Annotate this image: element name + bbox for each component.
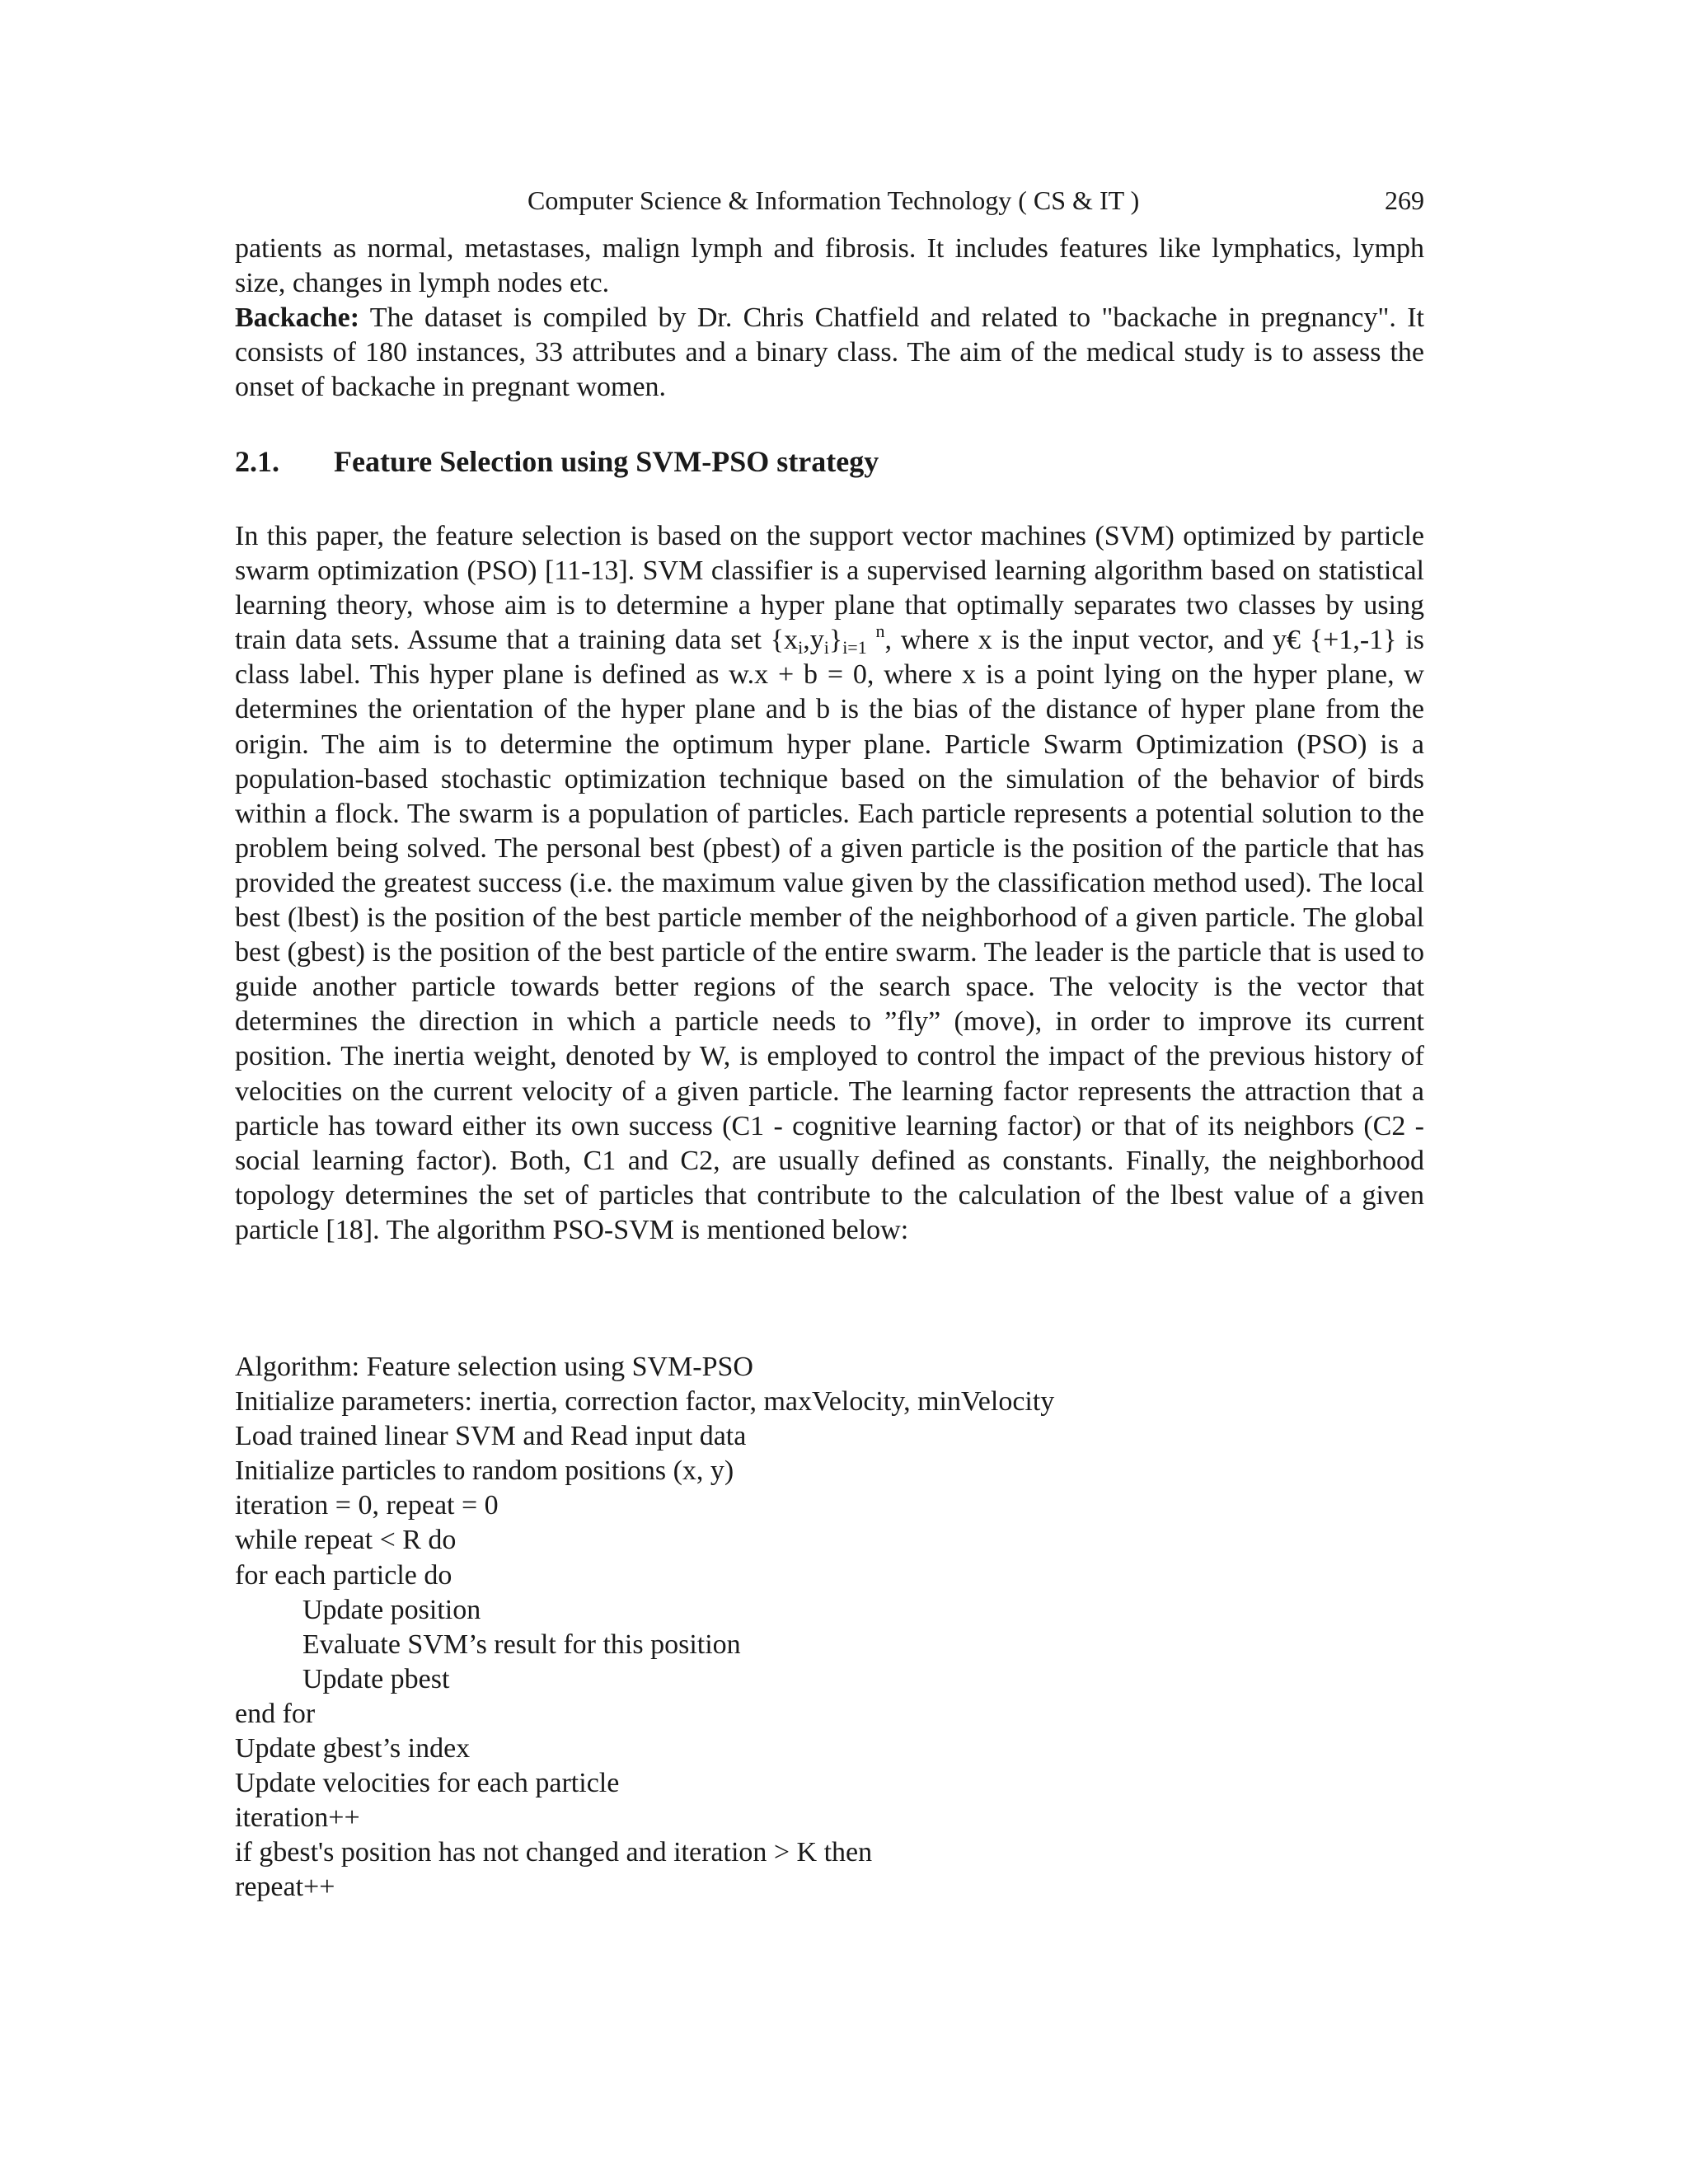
algorithm-line: Update velocities for each particle [235, 1768, 620, 1799]
algorithm-line: while repeat < R do [235, 1525, 457, 1556]
algorithm-line-indented: Evaluate SVM’s result for this position [302, 1629, 741, 1660]
backache-text: The dataset is compiled by Dr. Chris Chatfield and related to "backache in pregnancy". It consists of 180 instances, 33 attributes and a binary class. The aim of the medical study is to assess the onset of backache in pregnant women. [235, 302, 1424, 403]
algorithm-line: Initialize parameters: inertia, correction factor, maxVelocity, minVelocity [235, 1386, 1055, 1418]
page-number: 269 [1385, 185, 1424, 215]
algorithm-line: Update gbest’s index [235, 1733, 471, 1765]
algorithm-line: Initialize particles to random positions (x, y) [235, 1455, 734, 1487]
section-number: 2.1. [235, 445, 279, 478]
space [867, 625, 876, 655]
algorithm-block [235, 1350, 1054, 1905]
algorithm-line: Load trained linear SVM and Read input data [235, 1421, 747, 1452]
algorithm-line-indented: Update position [302, 1594, 481, 1625]
section-heading [235, 443, 879, 480]
algorithm-line: Algorithm: Feature selection using SVM-PSO [235, 1352, 753, 1382]
backache-paragraph [235, 301, 1424, 405]
algorithm-line: if gbest's position has not changed and iteration > K then [235, 1837, 873, 1868]
algorithm-line: end for [235, 1698, 316, 1729]
section-body [235, 519, 1424, 1248]
closing-brace: } [828, 625, 843, 656]
algorithm-line: for each particle do [235, 1559, 452, 1591]
comma-y: ,y [803, 625, 824, 656]
subscript-i: i [798, 637, 804, 658]
superscript-n: n [875, 621, 885, 642]
algorithm-line-indented: Update pbest [302, 1663, 450, 1694]
running-header: Computer Science & Information Technology ( CS & IT ) [528, 185, 1140, 215]
algorithm-line: repeat++ [235, 1872, 335, 1903]
subscript-i: i [823, 637, 829, 658]
backache-label: Backache: [235, 302, 360, 334]
algorithm-line: iteration = 0, repeat = 0 [235, 1490, 499, 1521]
body-text-part2: , where x is the input vector, and y€ {+1,-1} is class label. This hyper plane is defined as w.x + b = 0, where x is a point lying on the hyper plane, w determines the orientation of the hyper plane and b is the bias of the distance of hyper plane from the origin. The aim is to determine the optimum hyper plane. Particle Swarm Optimization (PSO) is a population-based stochastic optimization technique based on the simulation of the behavior of birds within a flock. The swarm is a population of particles. Each particle represents a potential solution to the problem being solved. The personal best (pbest) of a given particle is the position of the particle that has provided the greatest success (i.e. the maximum value given by the classification method used). The local best (lbest) is the position of the best particle member of the neighborhood of a given particle. The global best (gbest) is the position of the best particle of the entire swarm. The leader is the particle that is used to guide another particle towards better regions of the search space. The velocity is the vector that determines the direction in which a particle needs to ”fly” (move), in order to improve its current position. The inertia weight, denoted by W, is employed to control the impact of the previous history of velocities on the current velocity of a given particle. The learning factor represents the attraction that a particle has toward either its own success (C1 - cognitive learning factor) or that of its neighbors (C2 - social learning factor). Both, C1 and C2, are usually defined as constants. Finally, the neighborhood topology determines the set of particles that contribute to the calculation of the lbest value of a given particle [18]. The algorithm PSO-SVM is mentioned below: [235, 625, 1424, 1245]
intro-paragraph: patients as normal, metastases, malign lymph and fibrosis. It includes features like lymphatics, lymph size, changes in lymph nodes etc. [235, 233, 1424, 299]
body-paragraph [235, 519, 1424, 1248]
section-title: Feature Selection using SVM-PSO strategy [334, 445, 879, 478]
intro-text [235, 232, 1424, 405]
algorithm-line: iteration++ [235, 1802, 360, 1834]
body-text-part1: In this paper, the feature selection is based on the support vector machines (SVM) optimized by particle swarm optimization (PSO) [11-13]. SVM classifier is a supervised learning algorithm based on statistical learning theory, whose aim is to determine a hyper plane that optimally separates two classes by using train data sets. Assume that a training data set {x [235, 521, 1424, 656]
subscript-i-equals-1: i=1 [842, 637, 867, 658]
